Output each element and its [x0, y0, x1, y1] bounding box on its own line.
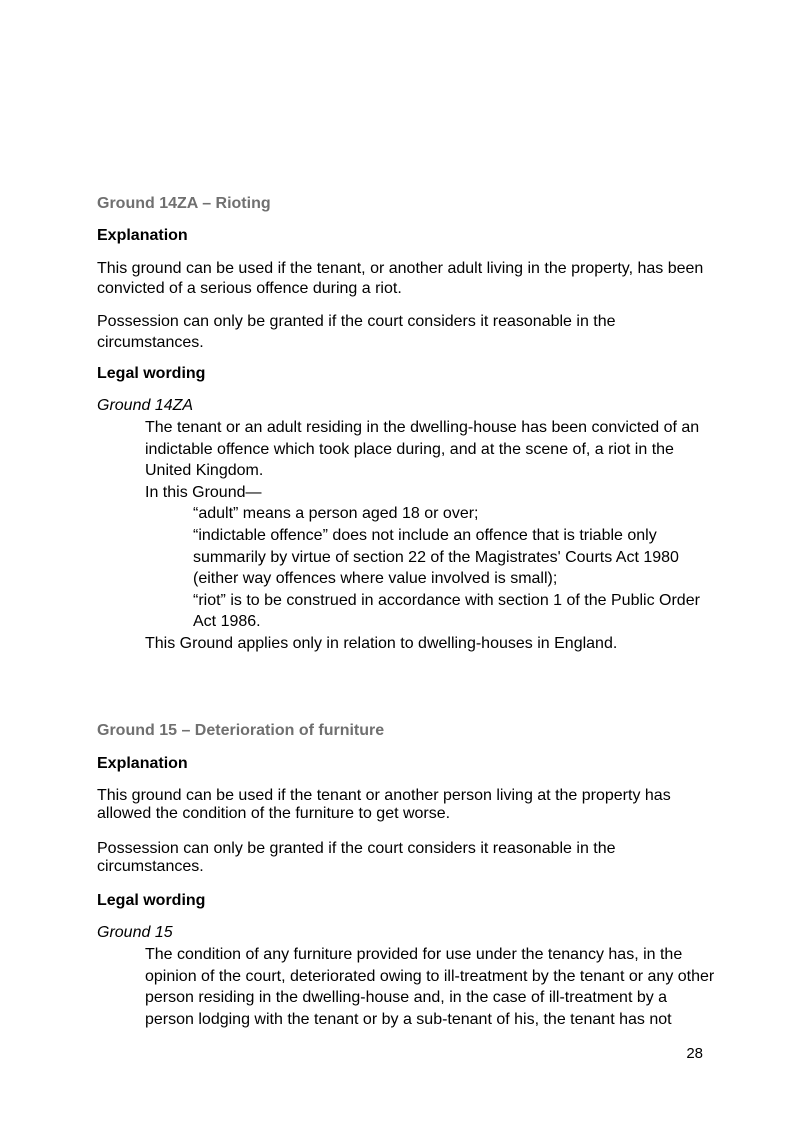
- ground-14za-section: [97, 194, 717, 655]
- legal-ground-title: Ground 14ZA: [97, 397, 194, 414]
- legal-text-main: The condition of any furniture provided for use under the tenancy has, in the opinion of the court, deteriorated owing to ill-treatment by the tenant or any other person residing in the dwelling-house and, in the case of ill-treatment by a person lodging with the tenant or by a sub-tenant of his, the tenant has not: [145, 946, 715, 1028]
- ground-15-section: [97, 721, 717, 1030]
- explanation-heading: Explanation: [97, 755, 188, 772]
- definition-adult: “adult” means a person aged 18 or over;: [193, 505, 479, 523]
- definition-indictable-offence: “indictable offence” does not include an offence that is triable only summarily by virtue of section 22 of the Magistrates' Courts Act 1980 (either way offences where value involved is small);: [193, 526, 679, 588]
- ground-14za-heading: Ground 14ZA – Rioting: [97, 195, 271, 212]
- legal-text-main: The tenant or an adult residing in the dwelling-house has been convicted of an indictable offence which took place during, and at the scene of, a riot in the United Kingdom.: [145, 419, 700, 480]
- explanation-paragraph-1: This ground can be used if the tenant or another person living at the property has allowed the condition of the furniture to get worse.: [97, 787, 671, 822]
- legal-wording-heading: Legal wording: [97, 365, 206, 382]
- page-number: 28: [686, 1045, 703, 1062]
- explanation-paragraph-2: Possession can only be granted if the court considers it reasonable in the circumstances.: [97, 313, 616, 351]
- legal-text-intro: In this Ground—: [145, 483, 262, 501]
- explanation-heading: Explanation: [97, 227, 188, 244]
- legal-text-scope: This Ground applies only in relation to dwelling-houses in England.: [145, 634, 618, 652]
- explanation-paragraph-1: This ground can be used if the tenant, or another adult living in the property, has been convicted of a serious offence during a riot.: [97, 260, 704, 297]
- ground-15-heading: Ground 15 – Deterioration of furniture: [97, 722, 385, 739]
- legal-wording-heading: Legal wording: [97, 892, 206, 909]
- explanation-paragraph-2: Possession can only be granted if the court considers it reasonable in the circumstances.: [97, 840, 616, 875]
- legal-ground-title: Ground 15: [97, 924, 173, 941]
- definition-riot: “riot” is to be construed in accordance with section 1 of the Public Order Act 1986.: [193, 591, 700, 631]
